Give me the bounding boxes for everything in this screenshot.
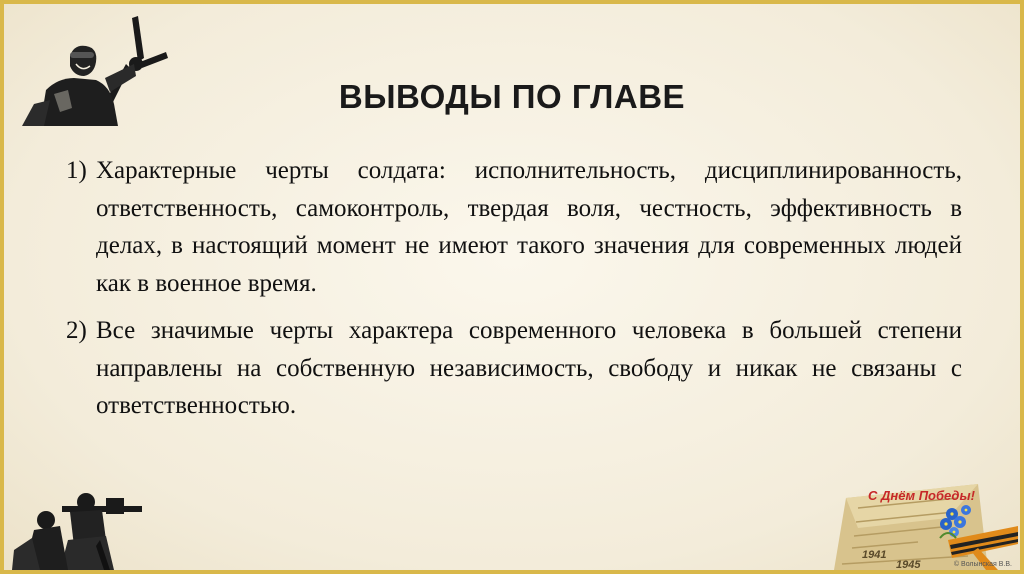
card-greeting: С Днём Победы! — [868, 488, 975, 503]
author-signature: © Волынская В.В. — [953, 561, 1012, 568]
page-title: ВЫВОДЫ ПО ГЛАВЕ — [338, 78, 686, 116]
list-item-text: Характерные черты солдата: исполнительность, дисциплинированность, ответственность, самоконтроль, твердая воля, честность, эффективность в делах, в настоящий момент не имеют такого значения для современных людей как в военное время. — [96, 157, 962, 297]
list-item-text: Все значимые черты характера современного человека в большей степени направлены на собственную независимость, свободу и никак не связаны с ответственностью. — [96, 317, 962, 419]
slide-canvas — [4, 4, 1020, 570]
list-item-number: 1) — [66, 157, 87, 184]
list-item — [66, 152, 962, 302]
soldiers-silhouette-icon — [10, 480, 145, 570]
conclusions-list — [66, 152, 962, 435]
card-year-start: 1941 — [862, 549, 887, 561]
card-year-end: 1945 — [896, 559, 921, 570]
list-item — [66, 312, 962, 425]
list-item-number: 2) — [66, 317, 87, 344]
